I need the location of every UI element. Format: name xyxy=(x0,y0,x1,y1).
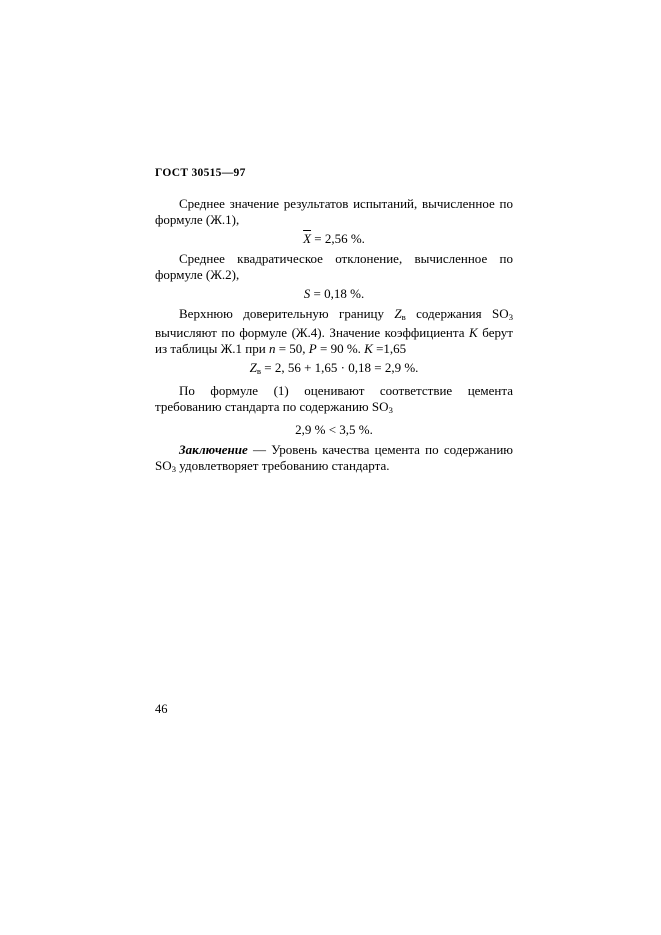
variable-k: K xyxy=(469,325,478,341)
text-segment: =1,65 xyxy=(372,341,407,357)
formula-mean-value: = 2,56 %. xyxy=(311,231,365,246)
formula-deviation-value: = 0,18 %. xyxy=(310,286,365,301)
text-segment: содержания SO xyxy=(405,306,509,321)
text-segment: = 50, xyxy=(275,341,309,357)
document-content xyxy=(155,196,513,477)
formula-z-subscript: в xyxy=(256,366,261,377)
variable-z-subscript: в xyxy=(401,312,406,323)
text-segment: — xyxy=(247,441,272,457)
conclusion-label: Заключение xyxy=(179,441,248,457)
paragraph-upper-limit xyxy=(155,306,513,357)
formula-comparison-value: 2,9 % < 3,5 %. xyxy=(295,421,373,437)
text-segment: Уровень качества цемента по содержанию SO xyxy=(155,441,513,473)
formula-mean xyxy=(155,231,513,247)
variable-n: n xyxy=(268,341,276,357)
paragraph-mean-value: Среднее значение результатов испытаний, вычисленное по формуле (Ж.1), xyxy=(155,196,513,227)
formula-mean-variable: $\overline{X}$ xyxy=(303,231,312,246)
formula-comparison xyxy=(155,422,513,438)
variable-k: K xyxy=(364,341,373,357)
formula-z-variable: Z xyxy=(249,360,257,376)
standard-number-header: ГОСТ 30515—97 xyxy=(155,167,246,179)
so3-subscript: 3 xyxy=(508,312,514,323)
variable-p: P xyxy=(308,341,317,357)
text-segment: берут из таблицы Ж.1 при xyxy=(155,325,513,357)
paragraph-std-deviation: Среднее квадратическое отклонение, вычисленное по формуле (Ж.2), xyxy=(155,251,513,282)
text-segment: вычисляют по формуле (Ж.4). Значение коэффициента xyxy=(155,325,470,341)
formula-upper-limit xyxy=(155,360,513,379)
formula-deviation xyxy=(155,286,513,302)
text-segment: = 90 %. xyxy=(316,341,365,357)
text-segment: удовлетворяет требованию стандарта. xyxy=(176,457,390,473)
text-segment: Верхнюю доверительную границу xyxy=(179,306,395,321)
paragraph-compliance xyxy=(155,383,513,418)
formula-z-value: = 2, 56 + 1,65 · 0,18 = 2,9 %. xyxy=(261,360,419,376)
paragraph-conclusion xyxy=(155,442,513,477)
so3-subscript: 3 xyxy=(388,405,393,416)
formula-deviation-variable: S xyxy=(303,286,311,301)
text-segment: По формуле (1) оценивают соответствие цемента требованию стандарта по содержанию SO xyxy=(155,383,513,415)
page-number: 46 xyxy=(155,702,168,716)
so3-subscript: 3 xyxy=(171,463,177,474)
variable-z: Z xyxy=(394,306,402,321)
